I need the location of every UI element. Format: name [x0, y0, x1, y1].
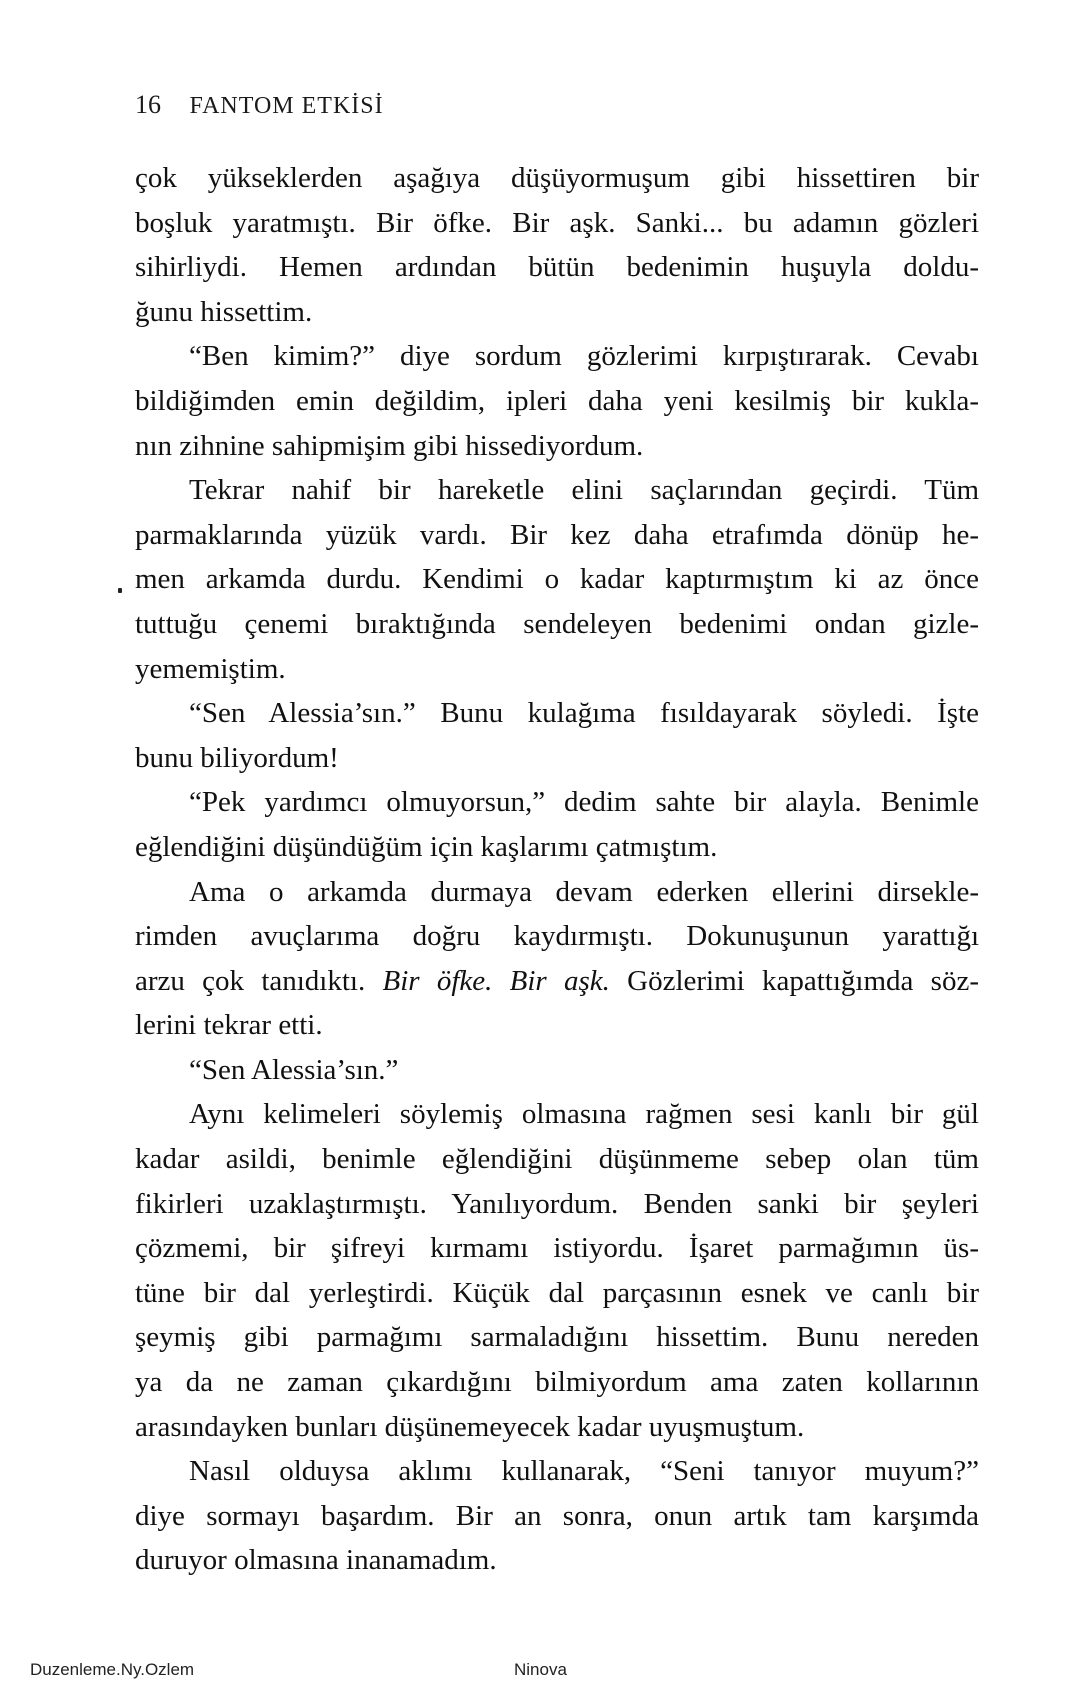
- text-line: “Ben kimim?” diye sordum gözlerimi kırpıştırarak. Cevabı: [189, 340, 979, 373]
- paragraph: [135, 1048, 979, 1093]
- text-line: parmaklarında yüzük vardı. Bir kez daha etrafımda dönüp he-: [135, 518, 979, 551]
- text-line: ya da ne zaman çıkardığını bilmiyordum ama zaten kollarının: [135, 1366, 979, 1399]
- text-line: diye sormayı başardım. Bir an sonra, onun artık tam karşımda: [135, 1499, 979, 1532]
- text-line: boşluk yaratmıştı. Bir öfke. Bir aşk. Sanki... bu adamın gözleri: [135, 206, 979, 239]
- text-line: bunu biliyordum!: [135, 741, 339, 774]
- paragraph: [135, 156, 979, 334]
- text-line: rimden avuçlarıma doğru kaydırmıştı. Dokunuşunun yarattığı: [135, 920, 979, 953]
- text-segment: Gözlerimi kapattığımda söz-: [609, 964, 979, 997]
- text-line: [135, 959, 979, 1004]
- body-text: [135, 156, 979, 1583]
- italic-text: Bir öfke. Bir aşk.: [382, 964, 610, 997]
- paragraph: [135, 780, 979, 869]
- text-line: sihirliydi. Hemen ardından bütün bedenimin huşuyla doldu-: [135, 251, 979, 284]
- text-line: Aynı kelimeleri söylemiş olmasına rağmen sesi kanlı bir gül: [189, 1098, 979, 1131]
- text-line: yememiştim.: [135, 652, 286, 685]
- book-title: FANTOM ETKİSİ: [189, 93, 384, 119]
- text-line: nın zihnine sahipmişim gibi hissediyordum.: [135, 429, 644, 462]
- text-line: kadar asildi, benimle eğlendiğini düşünmeme sebep olan tüm: [135, 1143, 979, 1176]
- page-number: 16: [135, 90, 161, 119]
- paragraph: [135, 870, 979, 1048]
- paragraph: [135, 334, 979, 468]
- text-line: fikirleri uzaklaştırmıştı. Yanılıyordum. Benden sanki bir şeyleri: [135, 1187, 979, 1220]
- footer-publisher: Ninova: [514, 1660, 567, 1679]
- footer-credit: Duzenleme.Ny.Ozlem: [30, 1660, 195, 1679]
- text-line: lerini tekrar etti.: [135, 1009, 323, 1042]
- text-line: çok yükseklerden aşağıya düşüyormuşum gibi hissettiren bir: [135, 162, 979, 194]
- paragraph: [135, 1449, 979, 1583]
- text-line: Tekrar nahif bir hareketle elini saçlarından geçirdi. Tüm: [189, 474, 979, 507]
- text-line: şeymiş gibi parmağımı sarmaladığını hissettim. Bunu nereden: [135, 1321, 979, 1354]
- text-line: çözmemi, bir şifreyi kırmamı istiyordu. İşaret parmağımın üs-: [135, 1232, 979, 1265]
- text-segment: arzu çok tanıdıktı.: [135, 964, 383, 997]
- text-line: duruyor olmasına inanamadım.: [135, 1544, 497, 1577]
- text-line: Ama o arkamda durmaya devam ederken ellerini dirsekle-: [189, 875, 979, 908]
- text-line: Nasıl olduysa aklımı kullanarak, “Seni tanıyor muyum?”: [189, 1455, 979, 1488]
- text-line: arasındayken bunları düşünemeyecek kadar uyuşmuştum.: [135, 1410, 805, 1443]
- text-line: men arkamda durdu. Kendimi o kadar kaptırmıştım ki az önce: [135, 563, 979, 596]
- paragraph: [135, 1092, 979, 1449]
- text-line: tuttuğu çenemi bıraktığında sendeleyen bedenimi ondan gizle-: [135, 607, 979, 640]
- text-line: “Sen Alessia’sın.”: [189, 1053, 399, 1086]
- text-line: ğunu hissettim.: [135, 295, 313, 328]
- text-line: bildiğimden emin değildim, ipleri daha yeni kesilmiş bir kukla-: [135, 384, 979, 417]
- running-head: [135, 90, 384, 120]
- text-line: “Sen Alessia’sın.” Bunu kulağıma fısıldayarak söyledi. İşte: [189, 697, 979, 730]
- scan-artifact-dot: [118, 588, 122, 593]
- paragraph: [135, 691, 979, 780]
- text-line: eğlendiğini düşündüğüm için kaşlarımı çatmıştım.: [135, 830, 718, 863]
- text-line: “Pek yardımcı olmuyorsun,” dedim sahte bir alayla. Benimle: [189, 786, 979, 819]
- paragraph: [135, 468, 979, 691]
- text-line: tüne bir dal yerleştirdi. Küçük dal parçasının esnek ve canlı bir: [135, 1276, 979, 1309]
